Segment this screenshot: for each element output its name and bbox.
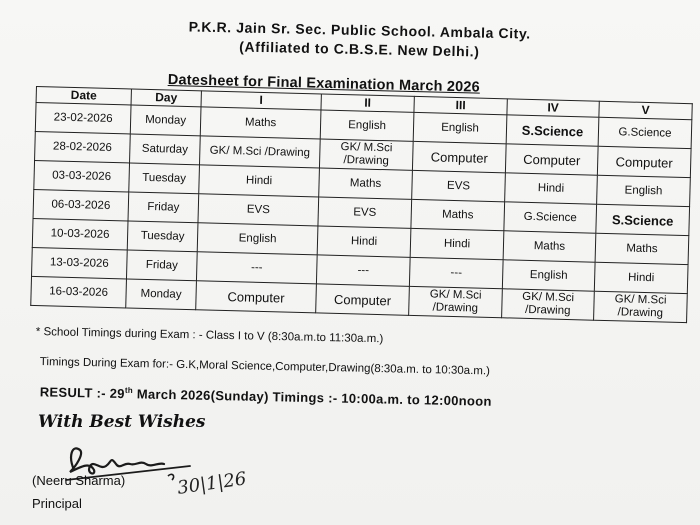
school-header bbox=[119, 16, 600, 64]
col-header-date: Date bbox=[36, 87, 131, 105]
cell-class-2: Maths bbox=[319, 168, 413, 199]
cell-class-3: Computer bbox=[412, 141, 506, 172]
cell-class-4: Maths bbox=[503, 231, 596, 262]
cell-class-1: Maths bbox=[200, 107, 321, 139]
cell-class-3: --- bbox=[409, 257, 503, 288]
school-timings-note: * School Timings during Exam : - Class I to V (8:30a.m.to 11:30a.m.) bbox=[35, 326, 384, 346]
cell-day: Saturday bbox=[130, 134, 201, 165]
cell-class-2: English bbox=[320, 110, 414, 141]
cell-date: 28-02-2026 bbox=[35, 131, 131, 162]
cell-class-1: English bbox=[197, 223, 318, 255]
cell-class-4: English bbox=[502, 260, 595, 291]
result-announcement bbox=[40, 384, 492, 409]
result-ordinal: th bbox=[124, 385, 134, 395]
cell-date: 13-03-2026 bbox=[32, 247, 128, 278]
cell-date: 16-03-2026 bbox=[31, 276, 127, 307]
affiliation: (Affiliated to C.B.S.E. New Delhi.) bbox=[239, 38, 480, 60]
cell-date: 06-03-2026 bbox=[33, 189, 129, 220]
cell-class-5: S.Science bbox=[596, 204, 690, 235]
cell-class-5: Computer bbox=[597, 146, 691, 177]
cell-class-5: GK/ M.Sci /Drawing bbox=[594, 291, 688, 322]
principal-role: Principal bbox=[32, 496, 82, 511]
col-header-class-3: III bbox=[414, 96, 507, 114]
col-header-class-5: V bbox=[599, 101, 692, 119]
handwritten-date: 30|1|26 bbox=[176, 468, 248, 499]
cell-class-4: GK/ M.Sci /Drawing bbox=[502, 289, 595, 320]
cell-class-3: Maths bbox=[411, 199, 505, 230]
col-header-class-4: IV bbox=[507, 99, 599, 117]
cell-class-4: Computer bbox=[505, 144, 598, 175]
cell-class-1: Hindi bbox=[199, 165, 320, 197]
datesheet-title: Datesheet for Final Examination March 2026 bbox=[167, 72, 481, 96]
col-header-class-1: I bbox=[201, 91, 321, 110]
cell-date: 23-02-2026 bbox=[35, 103, 131, 134]
cell-class-5: G.Science bbox=[598, 117, 692, 148]
cell-class-5: Hindi bbox=[594, 262, 688, 293]
cell-day: Tuesday bbox=[127, 221, 198, 252]
subject-timings-note: Timings During Exam for:- G.K,Moral Science,Computer,Drawing(8:30a.m. to 10:30a.m.) bbox=[39, 356, 491, 378]
cell-class-3: EVS bbox=[412, 170, 506, 201]
school-name: P.K.R. Jain Sr. Sec. Public School. Ambala City. bbox=[188, 18, 531, 42]
cell-class-2: GK/ M.Sci /Drawing bbox=[319, 139, 413, 170]
result-rest: March 2026(Sunday) Timings :- 10:00a.m. to 12:00noon bbox=[132, 386, 492, 409]
cell-class-1: GK/ M.Sci /Drawing bbox=[199, 136, 320, 168]
cell-class-1: Computer bbox=[196, 281, 317, 313]
cell-class-2: --- bbox=[316, 255, 410, 286]
cell-date: 10-03-2026 bbox=[32, 218, 128, 249]
datesheet-table bbox=[30, 86, 693, 323]
cell-class-3: English bbox=[413, 112, 507, 143]
cell-class-5: Maths bbox=[595, 233, 689, 264]
cell-class-1: --- bbox=[196, 252, 317, 284]
cell-class-3: GK/ M.Sci /Drawing bbox=[409, 286, 503, 317]
cell-class-3: Hindi bbox=[410, 228, 504, 259]
cell-class-4: G.Science bbox=[504, 202, 597, 233]
cell-class-1: EVS bbox=[198, 194, 319, 226]
best-wishes: With Best Wishes bbox=[38, 412, 206, 432]
cell-day: Friday bbox=[128, 192, 199, 223]
datesheet-table-wrapper bbox=[30, 86, 692, 323]
cell-day: Monday bbox=[126, 279, 197, 310]
cell-class-4: Hindi bbox=[505, 173, 598, 204]
result-prefix: RESULT :- 29 bbox=[39, 384, 125, 402]
cell-day: Monday bbox=[130, 105, 201, 136]
cell-date: 03-03-2026 bbox=[34, 160, 130, 191]
cell-day: Friday bbox=[126, 250, 197, 281]
cell-class-2: Hindi bbox=[317, 226, 411, 257]
cell-class-2: EVS bbox=[318, 197, 412, 228]
cell-class-4: S.Science bbox=[506, 115, 599, 146]
col-header-day: Day bbox=[131, 89, 201, 107]
cell-class-2: Computer bbox=[316, 284, 410, 315]
cell-day: Tuesday bbox=[129, 163, 200, 194]
col-header-class-2: II bbox=[321, 94, 414, 112]
principal-name: (Neeru Sharma) bbox=[32, 473, 126, 488]
cell-class-5: English bbox=[597, 175, 691, 206]
